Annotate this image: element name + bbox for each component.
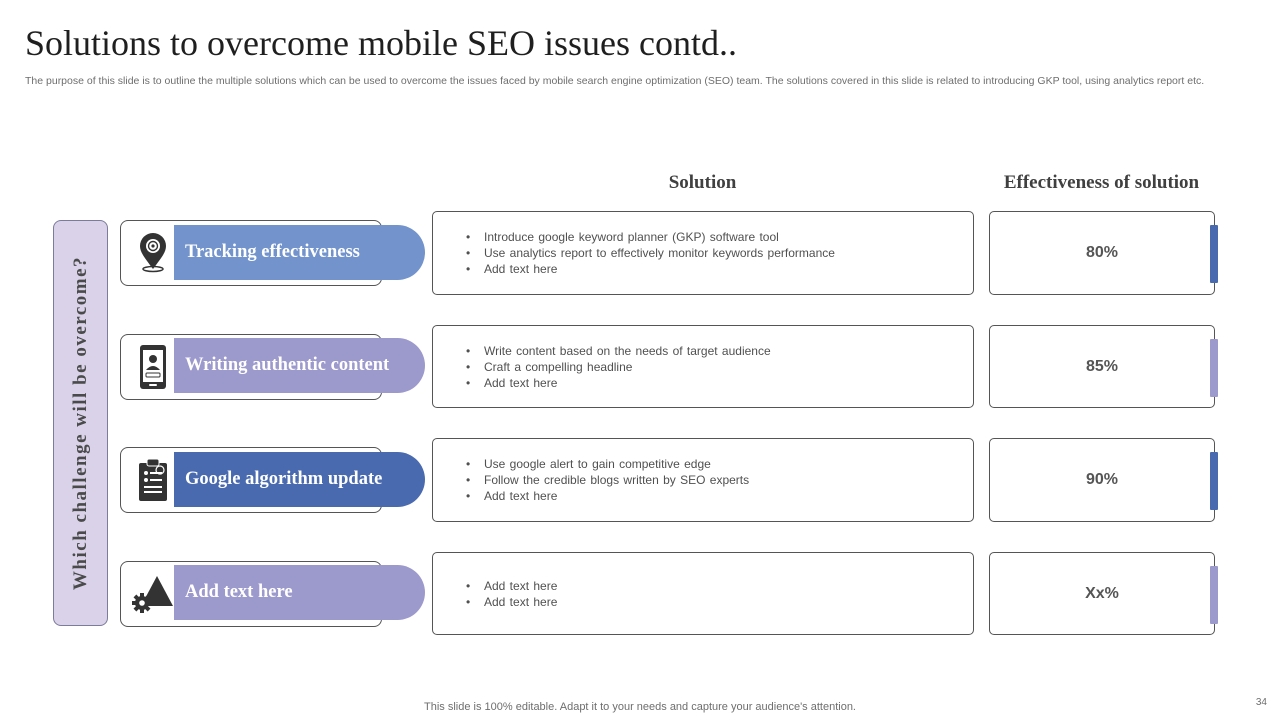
challenge-row (0, 438, 1280, 522)
solution-item: • Craft a compelling headline (466, 359, 771, 375)
challenge-pill: Add text here (174, 565, 425, 620)
solution-list (466, 456, 749, 504)
effectiveness-accent-bar (1210, 452, 1218, 510)
effectiveness-box: 80% (989, 211, 1215, 295)
solution-item: • Use google alert to gain competitive edge (466, 456, 749, 472)
solution-item: • Use analytics report to effectively monitor keywords performance (466, 245, 835, 261)
page-number: 34 (1255, 697, 1267, 708)
challenge-row (0, 325, 1280, 409)
side-label-text: Which challenge will be overcome? (69, 255, 91, 591)
solution-item: • Write content based on the needs of target audience (466, 343, 771, 359)
challenge-pill: Writing authentic content (174, 338, 425, 393)
effectiveness-box: Xx% (989, 552, 1215, 635)
effectiveness-accent-bar (1210, 339, 1218, 397)
solution-item: • Introduce google keyword planner (GKP) software tool (466, 229, 835, 245)
solution-box (432, 325, 974, 408)
slide-title: Solutions to overcome mobile SEO issues contd.. (25, 23, 737, 63)
effectiveness-box: 85% (989, 325, 1215, 408)
clipboard-icon (129, 456, 177, 504)
effectiveness-accent-bar (1210, 225, 1218, 283)
effectiveness-column-header: Effectiveness of solution (1003, 172, 1200, 193)
warning-gear-icon (129, 570, 177, 618)
slide-footer: This slide is 100% editable. Adapt it to your needs and capture your audience's attention. (424, 701, 856, 713)
solution-item: • Follow the credible blogs written by SEO experts (466, 472, 749, 488)
effectiveness-box: 90% (989, 438, 1215, 522)
effectiveness-accent-bar (1210, 566, 1218, 624)
solution-column-header: Solution (668, 172, 737, 193)
challenge-row (0, 552, 1280, 636)
challenge-pill: Google algorithm update (174, 452, 425, 507)
solution-item: • Add text here (466, 488, 749, 504)
slide-subtitle: The purpose of this slide is to outline the multiple solutions which can be used to overcome the issues faced by mobile search engine optimization (SEO) team. The solutions covered in this slide is related to introducing GKP tool, using analytics report etc. (25, 75, 1205, 87)
solution-list (466, 343, 771, 391)
challenge-row (0, 211, 1280, 295)
solution-item: • Add text here (466, 594, 557, 610)
solution-box (432, 552, 974, 635)
solution-list (466, 578, 557, 610)
solution-item: • Add text here (466, 261, 835, 277)
solution-item: • Add text here (466, 578, 557, 594)
solution-box (432, 438, 974, 522)
solution-item: • Add text here (466, 375, 771, 391)
solution-list (466, 229, 835, 277)
solution-box (432, 211, 974, 295)
location-pin-icon (129, 229, 177, 277)
mobile-profile-icon (129, 343, 177, 391)
challenge-pill: Tracking effectiveness (174, 225, 425, 280)
